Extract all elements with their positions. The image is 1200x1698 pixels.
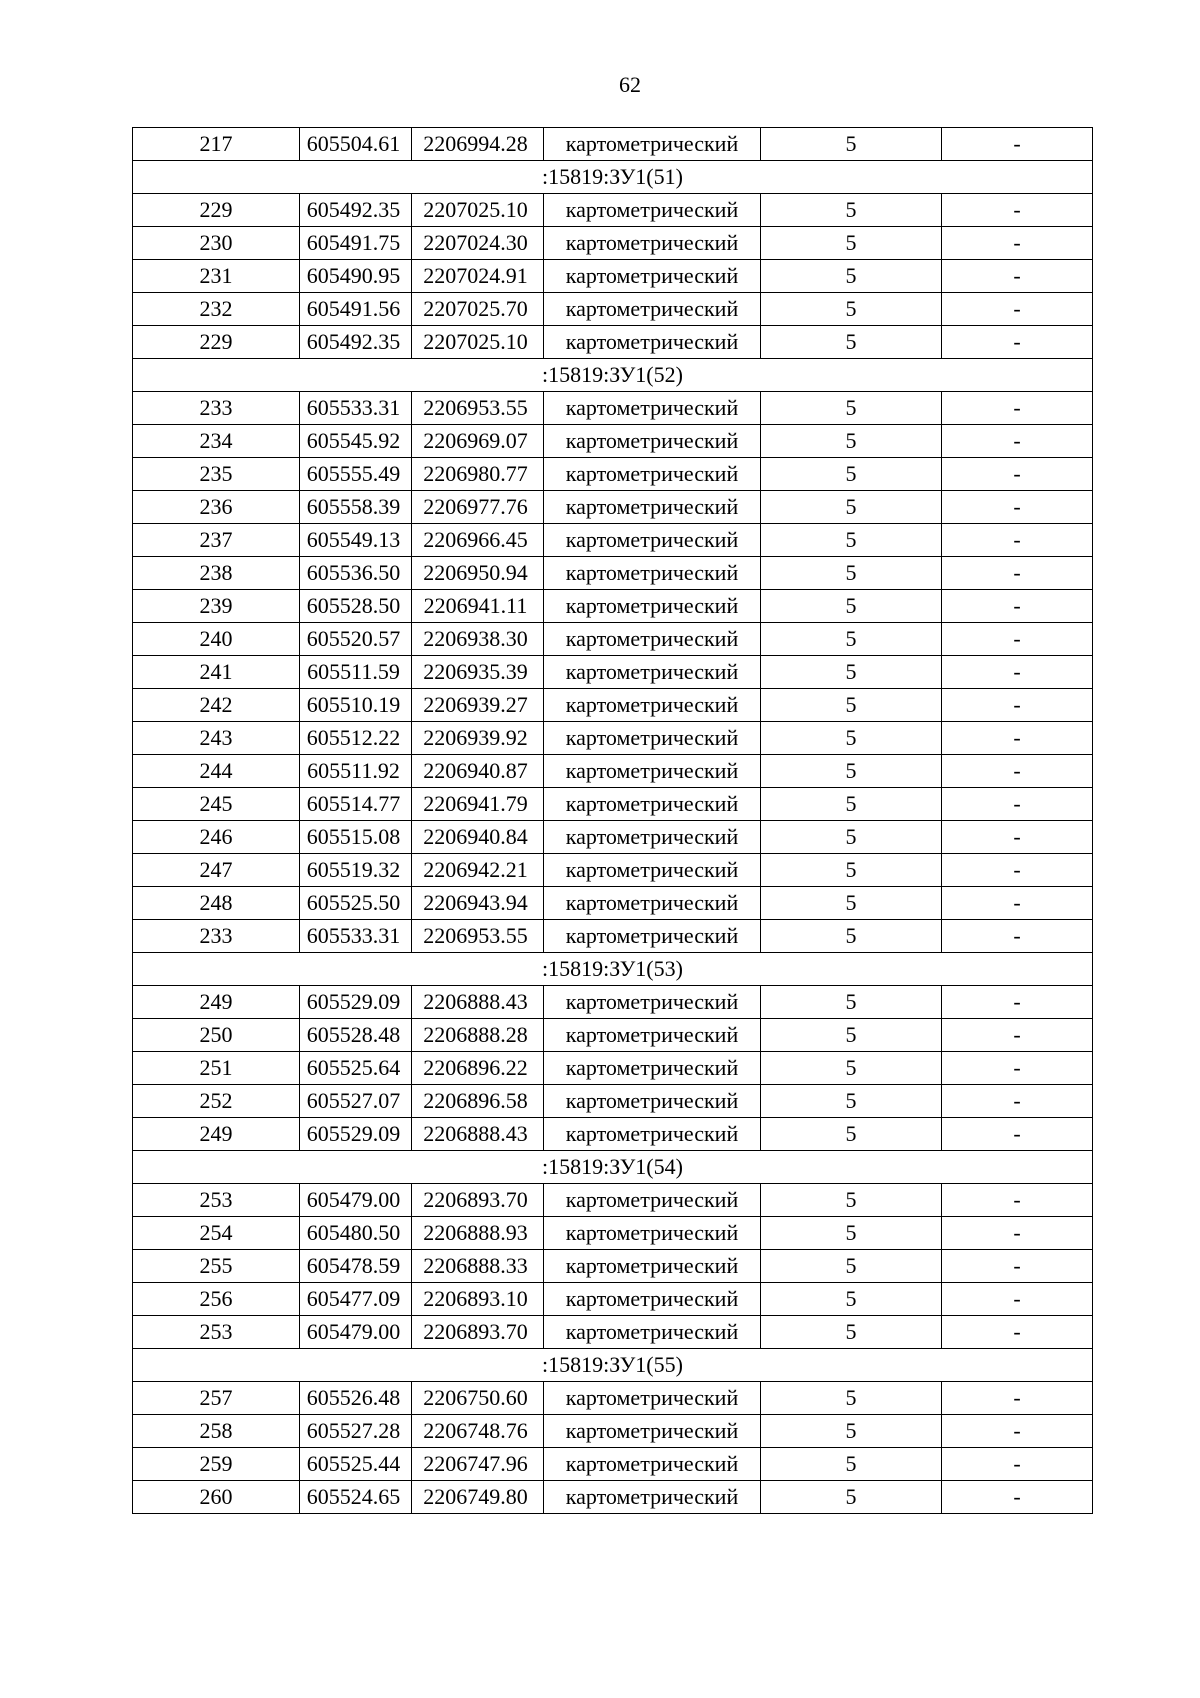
point-number-cell: 243 (133, 722, 300, 755)
x-coordinate-cell: 605528.48 (300, 1019, 412, 1052)
x-coordinate-cell: 605533.31 (300, 392, 412, 425)
point-number-cell: 257 (133, 1382, 300, 1415)
description-cell: - (942, 1283, 1093, 1316)
method-cell: картометрический (544, 491, 761, 524)
precision-cell: 5 (761, 689, 942, 722)
x-coordinate-cell: 605529.09 (300, 1118, 412, 1151)
y-coordinate-cell: 2206747.96 (412, 1448, 544, 1481)
method-cell: картометрический (544, 1184, 761, 1217)
x-coordinate-cell: 605519.32 (300, 854, 412, 887)
x-coordinate-cell: 605514.77 (300, 788, 412, 821)
y-coordinate-cell: 2206969.07 (412, 425, 544, 458)
y-coordinate-cell: 2206940.84 (412, 821, 544, 854)
precision-cell: 5 (761, 524, 942, 557)
precision-cell: 5 (761, 821, 942, 854)
x-coordinate-cell: 605491.75 (300, 227, 412, 260)
y-coordinate-cell: 2206953.55 (412, 920, 544, 953)
table-row (133, 1217, 1093, 1250)
precision-cell: 5 (761, 1184, 942, 1217)
method-cell: картометрический (544, 326, 761, 359)
precision-cell: 5 (761, 854, 942, 887)
description-cell: - (942, 590, 1093, 623)
y-coordinate-cell: 2206939.27 (412, 689, 544, 722)
y-coordinate-cell: 2206941.11 (412, 590, 544, 623)
x-coordinate-cell: 605510.19 (300, 689, 412, 722)
description-cell: - (942, 227, 1093, 260)
y-coordinate-cell: 2206748.76 (412, 1415, 544, 1448)
description-cell: - (942, 1118, 1093, 1151)
y-coordinate-cell: 2206941.79 (412, 788, 544, 821)
description-cell: - (942, 986, 1093, 1019)
point-number-cell: 259 (133, 1448, 300, 1481)
method-cell: картометрический (544, 689, 761, 722)
method-cell: картометрический (544, 194, 761, 227)
method-cell: картометрический (544, 821, 761, 854)
method-cell: картометрический (544, 1118, 761, 1151)
precision-cell: 5 (761, 1283, 942, 1316)
description-cell: - (942, 1085, 1093, 1118)
description-cell: - (942, 1250, 1093, 1283)
method-cell: картометрический (544, 128, 761, 161)
y-coordinate-cell: 2207024.91 (412, 260, 544, 293)
precision-cell: 5 (761, 722, 942, 755)
precision-cell: 5 (761, 1118, 942, 1151)
point-number-cell: 258 (133, 1415, 300, 1448)
description-cell: - (942, 722, 1093, 755)
method-cell: картометрический (544, 557, 761, 590)
precision-cell: 5 (761, 557, 942, 590)
y-coordinate-cell: 2206888.33 (412, 1250, 544, 1283)
method-cell: картометрический (544, 1019, 761, 1052)
section-header-row (133, 161, 1093, 194)
table-row (133, 425, 1093, 458)
point-number-cell: 249 (133, 1118, 300, 1151)
x-coordinate-cell: 605528.50 (300, 590, 412, 623)
y-coordinate-cell: 2206950.94 (412, 557, 544, 590)
method-cell: картометрический (544, 788, 761, 821)
y-coordinate-cell: 2207025.10 (412, 194, 544, 227)
method-cell: картометрический (544, 1250, 761, 1283)
method-cell: картометрический (544, 623, 761, 656)
table-row (133, 557, 1093, 590)
table-row (133, 1019, 1093, 1052)
method-cell: картометрический (544, 887, 761, 920)
precision-cell: 5 (761, 1316, 942, 1349)
description-cell: - (942, 524, 1093, 557)
y-coordinate-cell: 2206953.55 (412, 392, 544, 425)
table-row (133, 590, 1093, 623)
y-coordinate-cell: 2206935.39 (412, 656, 544, 689)
y-coordinate-cell: 2207024.30 (412, 227, 544, 260)
method-cell: картометрический (544, 425, 761, 458)
point-number-cell: 229 (133, 326, 300, 359)
y-coordinate-cell: 2206896.22 (412, 1052, 544, 1085)
x-coordinate-cell: 605492.35 (300, 194, 412, 227)
y-coordinate-cell: 2206939.92 (412, 722, 544, 755)
x-coordinate-cell: 605504.61 (300, 128, 412, 161)
point-number-cell: 251 (133, 1052, 300, 1085)
description-cell: - (942, 1052, 1093, 1085)
x-coordinate-cell: 605479.00 (300, 1316, 412, 1349)
precision-cell: 5 (761, 260, 942, 293)
table-row (133, 491, 1093, 524)
precision-cell: 5 (761, 986, 942, 1019)
description-cell: - (942, 623, 1093, 656)
table-row (133, 1052, 1093, 1085)
table-row (133, 293, 1093, 326)
table-row (133, 689, 1093, 722)
coordinates-table-body (133, 128, 1093, 1514)
x-coordinate-cell: 605526.48 (300, 1382, 412, 1415)
method-cell: картометрический (544, 1052, 761, 1085)
table-row (133, 656, 1093, 689)
x-coordinate-cell: 605558.39 (300, 491, 412, 524)
x-coordinate-cell: 605479.00 (300, 1184, 412, 1217)
coordinates-table (132, 127, 1093, 1514)
y-coordinate-cell: 2206893.10 (412, 1283, 544, 1316)
method-cell: картометрический (544, 524, 761, 557)
section-title: :15819:ЗУ1(55) (133, 1349, 1093, 1382)
method-cell: картометрический (544, 1448, 761, 1481)
point-number-cell: 240 (133, 623, 300, 656)
method-cell: картометрический (544, 1481, 761, 1514)
y-coordinate-cell: 2206888.43 (412, 986, 544, 1019)
method-cell: картометрический (544, 260, 761, 293)
table-row (133, 1382, 1093, 1415)
x-coordinate-cell: 605527.28 (300, 1415, 412, 1448)
table-row (133, 260, 1093, 293)
precision-cell: 5 (761, 326, 942, 359)
x-coordinate-cell: 605511.92 (300, 755, 412, 788)
x-coordinate-cell: 605512.22 (300, 722, 412, 755)
table-row (133, 788, 1093, 821)
point-number-cell: 239 (133, 590, 300, 623)
method-cell: картометрический (544, 1316, 761, 1349)
point-number-cell: 253 (133, 1184, 300, 1217)
precision-cell: 5 (761, 1250, 942, 1283)
point-number-cell: 231 (133, 260, 300, 293)
description-cell: - (942, 458, 1093, 491)
x-coordinate-cell: 605525.44 (300, 1448, 412, 1481)
description-cell: - (942, 326, 1093, 359)
table-row (133, 1118, 1093, 1151)
precision-cell: 5 (761, 1382, 942, 1415)
table-row (133, 986, 1093, 1019)
precision-cell: 5 (761, 656, 942, 689)
point-number-cell: 256 (133, 1283, 300, 1316)
description-cell: - (942, 557, 1093, 590)
point-number-cell: 233 (133, 920, 300, 953)
point-number-cell: 246 (133, 821, 300, 854)
method-cell: картометрический (544, 1382, 761, 1415)
x-coordinate-cell: 605555.49 (300, 458, 412, 491)
method-cell: картометрический (544, 1283, 761, 1316)
precision-cell: 5 (761, 755, 942, 788)
description-cell: - (942, 392, 1093, 425)
precision-cell: 5 (761, 1085, 942, 1118)
point-number-cell: 238 (133, 557, 300, 590)
point-number-cell: 250 (133, 1019, 300, 1052)
description-cell: - (942, 425, 1093, 458)
y-coordinate-cell: 2206942.21 (412, 854, 544, 887)
x-coordinate-cell: 605478.59 (300, 1250, 412, 1283)
y-coordinate-cell: 2206888.43 (412, 1118, 544, 1151)
table-row (133, 1448, 1093, 1481)
table-row (133, 227, 1093, 260)
precision-cell: 5 (761, 458, 942, 491)
point-number-cell: 255 (133, 1250, 300, 1283)
description-cell: - (942, 755, 1093, 788)
method-cell: картометрический (544, 854, 761, 887)
x-coordinate-cell: 605492.35 (300, 326, 412, 359)
method-cell: картометрический (544, 227, 761, 260)
description-cell: - (942, 887, 1093, 920)
x-coordinate-cell: 605549.13 (300, 524, 412, 557)
x-coordinate-cell: 605527.07 (300, 1085, 412, 1118)
description-cell: - (942, 194, 1093, 227)
x-coordinate-cell: 605477.09 (300, 1283, 412, 1316)
point-number-cell: 248 (133, 887, 300, 920)
y-coordinate-cell: 2206977.76 (412, 491, 544, 524)
description-cell: - (942, 491, 1093, 524)
table-row (133, 755, 1093, 788)
x-coordinate-cell: 605525.50 (300, 887, 412, 920)
precision-cell: 5 (761, 392, 942, 425)
precision-cell: 5 (761, 1052, 942, 1085)
x-coordinate-cell: 605480.50 (300, 1217, 412, 1250)
point-number-cell: 254 (133, 1217, 300, 1250)
description-cell: - (942, 689, 1093, 722)
section-title: :15819:ЗУ1(51) (133, 161, 1093, 194)
precision-cell: 5 (761, 194, 942, 227)
y-coordinate-cell: 2206888.93 (412, 1217, 544, 1250)
x-coordinate-cell: 605545.92 (300, 425, 412, 458)
precision-cell: 5 (761, 227, 942, 260)
method-cell: картометрический (544, 1085, 761, 1118)
point-number-cell: 241 (133, 656, 300, 689)
section-title: :15819:ЗУ1(52) (133, 359, 1093, 392)
method-cell: картометрический (544, 722, 761, 755)
description-cell: - (942, 293, 1093, 326)
y-coordinate-cell: 2206749.80 (412, 1481, 544, 1514)
table-row (133, 1184, 1093, 1217)
method-cell: картометрический (544, 458, 761, 491)
section-header-row (133, 1151, 1093, 1184)
y-coordinate-cell: 2206938.30 (412, 623, 544, 656)
table-row (133, 1316, 1093, 1349)
table-row (133, 821, 1093, 854)
method-cell: картометрический (544, 392, 761, 425)
table-row (133, 1481, 1093, 1514)
section-header-row (133, 359, 1093, 392)
precision-cell: 5 (761, 623, 942, 656)
point-number-cell: 242 (133, 689, 300, 722)
method-cell: картометрический (544, 920, 761, 953)
table-row (133, 326, 1093, 359)
table-row (133, 887, 1093, 920)
method-cell: картометрический (544, 1217, 761, 1250)
x-coordinate-cell: 605490.95 (300, 260, 412, 293)
description-cell: - (942, 788, 1093, 821)
description-cell: - (942, 260, 1093, 293)
x-coordinate-cell: 605524.65 (300, 1481, 412, 1514)
y-coordinate-cell: 2206940.87 (412, 755, 544, 788)
table-row (133, 524, 1093, 557)
section-title: :15819:ЗУ1(54) (133, 1151, 1093, 1184)
description-cell: - (942, 920, 1093, 953)
table-row (133, 392, 1093, 425)
point-number-cell: 247 (133, 854, 300, 887)
point-number-cell: 249 (133, 986, 300, 1019)
y-coordinate-cell: 2207025.10 (412, 326, 544, 359)
y-coordinate-cell: 2206893.70 (412, 1316, 544, 1349)
y-coordinate-cell: 2206966.45 (412, 524, 544, 557)
point-number-cell: 230 (133, 227, 300, 260)
point-number-cell: 252 (133, 1085, 300, 1118)
precision-cell: 5 (761, 1019, 942, 1052)
x-coordinate-cell: 605525.64 (300, 1052, 412, 1085)
y-coordinate-cell: 2206888.28 (412, 1019, 544, 1052)
method-cell: картометрический (544, 1415, 761, 1448)
section-title: :15819:ЗУ1(53) (133, 953, 1093, 986)
section-header-row (133, 953, 1093, 986)
table-row (133, 194, 1093, 227)
point-number-cell: 237 (133, 524, 300, 557)
description-cell: - (942, 128, 1093, 161)
precision-cell: 5 (761, 788, 942, 821)
precision-cell: 5 (761, 1481, 942, 1514)
page-number: 62 (619, 72, 641, 97)
x-coordinate-cell: 605533.31 (300, 920, 412, 953)
precision-cell: 5 (761, 425, 942, 458)
method-cell: картометрический (544, 986, 761, 1019)
point-number-cell: 233 (133, 392, 300, 425)
y-coordinate-cell: 2206980.77 (412, 458, 544, 491)
x-coordinate-cell: 605515.08 (300, 821, 412, 854)
point-number-cell: 232 (133, 293, 300, 326)
x-coordinate-cell: 605511.59 (300, 656, 412, 689)
table-row (133, 1085, 1093, 1118)
table-row (133, 1250, 1093, 1283)
table-row (133, 722, 1093, 755)
point-number-cell: 260 (133, 1481, 300, 1514)
method-cell: картометрический (544, 656, 761, 689)
point-number-cell: 229 (133, 194, 300, 227)
description-cell: - (942, 1184, 1093, 1217)
precision-cell: 5 (761, 887, 942, 920)
y-coordinate-cell: 2206893.70 (412, 1184, 544, 1217)
precision-cell: 5 (761, 1415, 942, 1448)
x-coordinate-cell: 605520.57 (300, 623, 412, 656)
description-cell: - (942, 1316, 1093, 1349)
y-coordinate-cell: 2207025.70 (412, 293, 544, 326)
y-coordinate-cell: 2206750.60 (412, 1382, 544, 1415)
y-coordinate-cell: 2206943.94 (412, 887, 544, 920)
x-coordinate-cell: 605536.50 (300, 557, 412, 590)
precision-cell: 5 (761, 293, 942, 326)
precision-cell: 5 (761, 491, 942, 524)
method-cell: картометрический (544, 755, 761, 788)
table-row (133, 458, 1093, 491)
description-cell: - (942, 1217, 1093, 1250)
point-number-cell: 235 (133, 458, 300, 491)
x-coordinate-cell: 605491.56 (300, 293, 412, 326)
precision-cell: 5 (761, 590, 942, 623)
table-row (133, 623, 1093, 656)
section-header-row (133, 1349, 1093, 1382)
point-number-cell: 217 (133, 128, 300, 161)
point-number-cell: 253 (133, 1316, 300, 1349)
point-number-cell: 236 (133, 491, 300, 524)
description-cell: - (942, 656, 1093, 689)
table-row (133, 920, 1093, 953)
table-row (133, 1283, 1093, 1316)
table-row (133, 1415, 1093, 1448)
precision-cell: 5 (761, 920, 942, 953)
table-row (133, 128, 1093, 161)
y-coordinate-cell: 2206994.28 (412, 128, 544, 161)
description-cell: - (942, 1019, 1093, 1052)
y-coordinate-cell: 2206896.58 (412, 1085, 544, 1118)
method-cell: картометрический (544, 590, 761, 623)
x-coordinate-cell: 605529.09 (300, 986, 412, 1019)
precision-cell: 5 (761, 128, 942, 161)
point-number-cell: 234 (133, 425, 300, 458)
description-cell: - (942, 1382, 1093, 1415)
description-cell: - (942, 1448, 1093, 1481)
description-cell: - (942, 854, 1093, 887)
description-cell: - (942, 1415, 1093, 1448)
precision-cell: 5 (761, 1217, 942, 1250)
point-number-cell: 244 (133, 755, 300, 788)
precision-cell: 5 (761, 1448, 942, 1481)
method-cell: картометрический (544, 293, 761, 326)
table-row (133, 854, 1093, 887)
description-cell: - (942, 1481, 1093, 1514)
description-cell: - (942, 821, 1093, 854)
point-number-cell: 245 (133, 788, 300, 821)
